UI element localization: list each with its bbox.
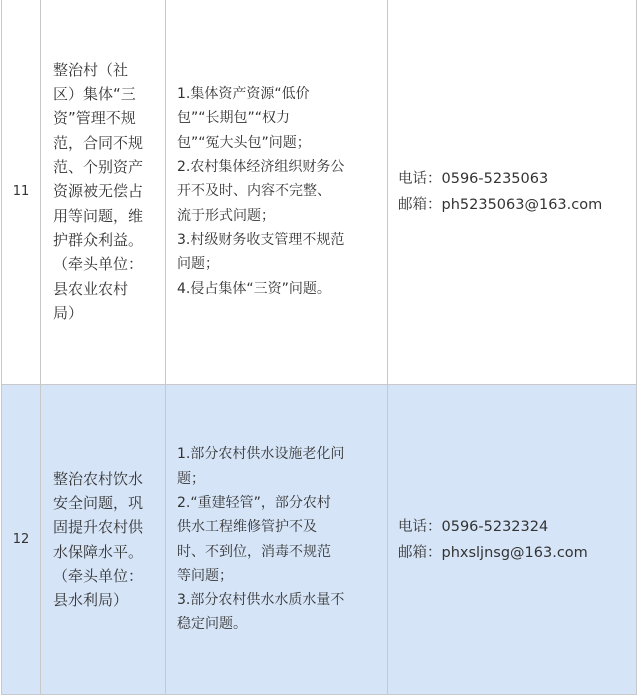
issues-cell [166, 385, 388, 695]
email-address: phxsljnsg@163.com [441, 544, 588, 561]
phone-number: 0596-5235063 [441, 170, 549, 187]
email-address: ph5235063@163.com [441, 196, 603, 213]
lead-unit: （牵头单位： [53, 566, 144, 585]
task-cell [41, 385, 166, 695]
issues-list: 1.部分农村供水设施老化问 题； 2.“重建轻管”，部分农村 供水工程维修管护不及 时、不到位，消毒不规范 等问题； 3.部分农村供水水质水量不 稳定问题。 [177, 446, 345, 633]
task-cell [41, 0, 166, 385]
table-row [2, 0, 637, 385]
contact-info [398, 514, 636, 566]
lead-unit: 县农业农村 [53, 279, 129, 298]
lead-unit: （牵头单位： [53, 255, 144, 274]
issues-list: 1.集体资产资源“低价 包”“长期包”“权力 包”“冤大头包”问题； 2.农村集体经济组织财务公 开不及时、内容不完整、 流于形式问题； 3.村级财务收支管理不规范 问题； 4.侵占集体“三资”问题。 [177, 86, 345, 297]
supervision-table [1, 0, 637, 695]
phone-line: 电话：0596-5232324 [398, 518, 549, 535]
table-row [2, 385, 637, 695]
email-line: 邮箱：phxsljnsg@163.com [398, 544, 588, 561]
lead-unit: 县水利局） [53, 591, 129, 610]
task-text: 整治村（社 区）集体“三 资”管理不规 范，合同不规 范、个别资产 资源被无偿占 用等问题，维 护群众利益。 （牵头单位： 县农业农村 局） [53, 58, 165, 325]
contact-info [398, 166, 636, 218]
phone-line: 电话：0596-5235063 [398, 170, 549, 187]
row-number: 12 [2, 385, 41, 695]
issues-cell [166, 0, 388, 385]
email-line: 邮箱：ph5235063@163.com [398, 196, 603, 213]
contact-cell [388, 0, 637, 385]
contact-cell [388, 385, 637, 695]
lead-unit: 局） [53, 303, 84, 322]
row-number: 11 [2, 0, 41, 385]
task-text: 整治农村饮水 安全问题，巩 固提升农村供 水保障水平。 （牵头单位： 县水利局） [53, 467, 165, 613]
phone-number: 0596-5232324 [441, 518, 549, 535]
